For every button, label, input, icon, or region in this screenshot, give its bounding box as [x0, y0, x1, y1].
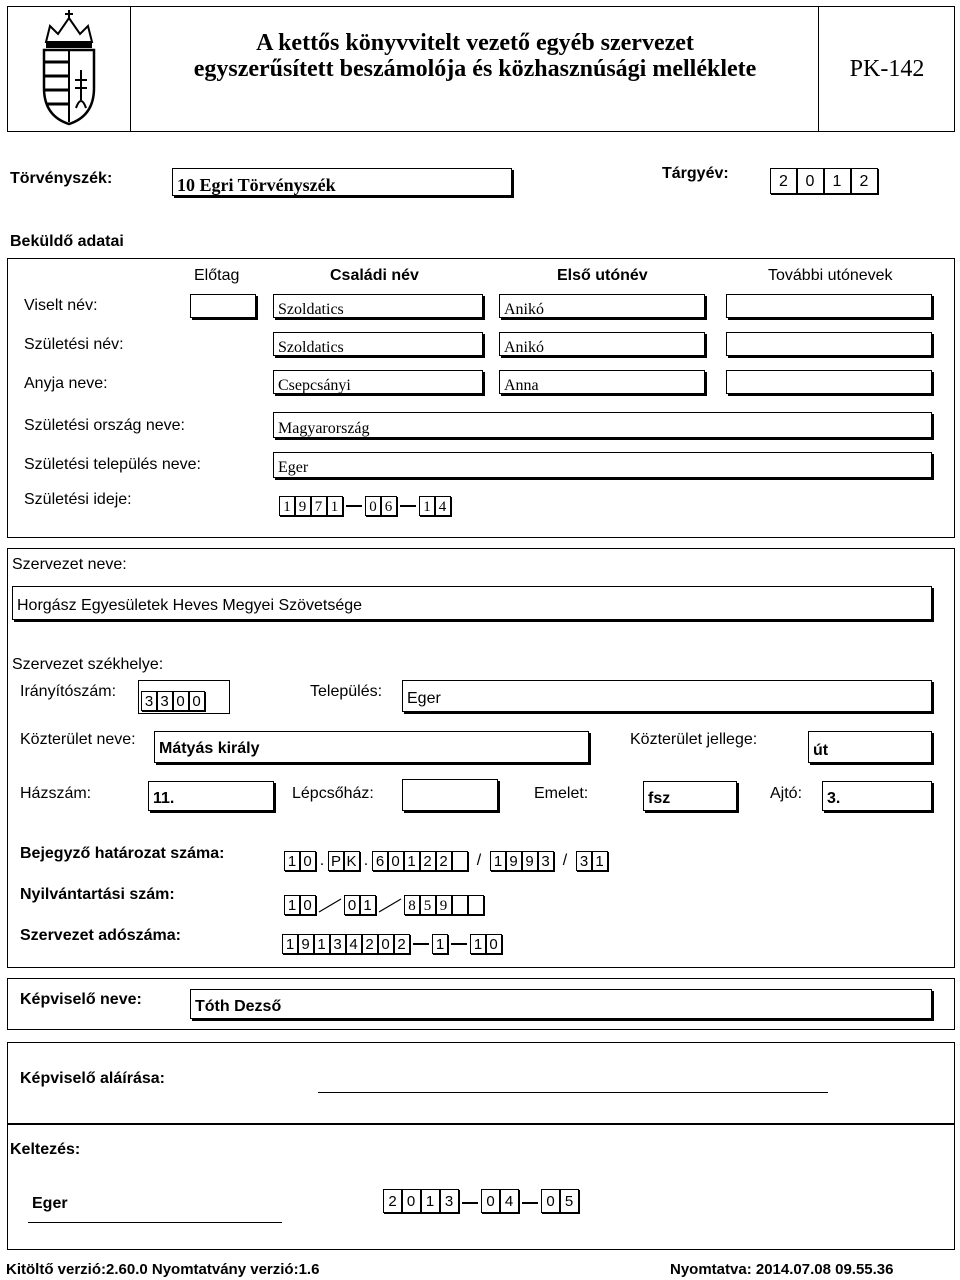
digit-cell[interactable]: 8	[404, 895, 420, 915]
dot-separator: .	[363, 852, 369, 869]
org-seat-label: Szervezet székhelye:	[12, 656, 164, 673]
digit-cell[interactable]: 1	[419, 496, 435, 516]
registration-decision-boxes[interactable]	[284, 849, 608, 871]
digit-cell[interactable]: 2	[362, 934, 378, 954]
digit-cell[interactable]: 0	[378, 934, 394, 954]
digit-cell[interactable]: 2	[851, 168, 878, 194]
house-number-field[interactable]: 11.	[148, 781, 274, 811]
dash-separator	[343, 496, 365, 516]
signature-line[interactable]	[318, 1092, 828, 1093]
digit-cell[interactable]	[452, 895, 468, 915]
dash-separator	[397, 496, 419, 516]
signature-label: Képviselő aláírása:	[20, 1070, 165, 1087]
mother-name-label: Anyja neve:	[24, 375, 108, 392]
birth-country-label: Születési ország neve:	[24, 417, 185, 434]
year-boxes[interactable]	[770, 168, 878, 194]
digit-cell[interactable]: 0	[797, 168, 824, 194]
mother-other-field[interactable]	[726, 370, 932, 394]
floor-field[interactable]: fsz	[643, 781, 737, 811]
digit-cell[interactable]: 1	[490, 851, 506, 871]
col-other-names: További utónevek	[768, 267, 893, 284]
zip-label: Irányítószám:	[20, 683, 117, 700]
digit-cell[interactable]: 1	[404, 851, 420, 871]
digit-cell[interactable]: 0	[344, 895, 360, 915]
mother-family-field[interactable]: Csepcsányi	[273, 370, 483, 394]
birth-other-field[interactable]	[726, 332, 932, 356]
year-label: Tárgyév:	[662, 165, 729, 182]
digit-cell[interactable]: 1	[824, 168, 851, 194]
form-code: PK-142	[849, 56, 925, 82]
birth-name-label: Születési név:	[24, 336, 124, 353]
digit-cell[interactable]: 6	[372, 851, 388, 871]
digit-cell[interactable]: 3	[141, 691, 157, 711]
birth-first-field[interactable]: Anikó	[499, 332, 705, 356]
stairway-label: Lépcsőház:	[292, 785, 374, 802]
col-first-name: Első utónév	[557, 267, 648, 284]
footer-printed: Nyomtatva: 2014.07.08 09.55.36	[670, 1261, 894, 1278]
digit-cell[interactable]: 2	[394, 934, 410, 954]
registration-number-label: Nyilvántartási szám:	[20, 886, 175, 903]
diagonal-separator	[316, 895, 344, 915]
birth-city-label: Születési település neve:	[24, 456, 201, 473]
digit-cell[interactable]: 9	[298, 934, 314, 954]
digit-cell[interactable]: 2	[436, 851, 452, 871]
diagonal-separator	[376, 895, 404, 915]
org-name-label: Szervezet neve:	[12, 556, 127, 573]
digit-cell[interactable]: 2	[383, 1189, 402, 1213]
court-label: Törvényszék:	[10, 170, 113, 187]
birth-city-field[interactable]: Eger	[273, 452, 932, 478]
digit-cell[interactable]: 7	[311, 496, 327, 516]
header-divider	[130, 6, 131, 132]
door-field[interactable]: 3.	[822, 781, 932, 811]
birth-date-boxes[interactable]	[279, 494, 451, 516]
court-field[interactable]: 10 Egri Törvényszék	[172, 168, 512, 196]
birth-date-label: Születési ideje:	[24, 491, 132, 508]
coat-of-arms-logo	[24, 8, 114, 128]
digit-cell[interactable]: 0	[300, 851, 316, 871]
digit-cell[interactable]: 0	[189, 691, 205, 711]
digit-cell[interactable]: P	[328, 851, 344, 871]
digit-cell[interactable]: 6	[381, 496, 397, 516]
digit-cell[interactable]: 1	[432, 934, 448, 954]
stairway-field[interactable]	[402, 779, 498, 811]
digit-cell[interactable]: 9	[295, 496, 311, 516]
current-first-field[interactable]: Anikó	[499, 294, 705, 318]
mother-first-field[interactable]: Anna	[499, 370, 705, 394]
street-type-label: Közterület jellege:	[630, 731, 758, 748]
digit-cell[interactable]: 3	[538, 851, 554, 871]
org-name-field[interactable]: Horgász Egyesületek Heves Megyei Szövetsége	[12, 586, 932, 620]
digit-cell[interactable]: 4	[500, 1189, 519, 1213]
current-family-field[interactable]: Szoldatics	[273, 294, 483, 318]
registration-number-boxes[interactable]	[284, 893, 484, 915]
slash-separator: /	[476, 852, 482, 869]
digit-cell[interactable]: 0	[365, 496, 381, 516]
current-prefix-field[interactable]	[190, 294, 256, 318]
dash-separator	[410, 934, 432, 954]
digit-cell[interactable]: 1	[282, 934, 298, 954]
page-title-line2: egyszerűsített beszámolója és közhasznúsági melléklete	[193, 56, 757, 82]
digit-cell[interactable]: 1	[284, 851, 300, 871]
birth-country-field[interactable]: Magyarország	[273, 412, 932, 438]
digit-cell[interactable]: 1	[421, 1189, 440, 1213]
current-name-label: Viselt név:	[24, 297, 98, 314]
dated-panel	[7, 1124, 955, 1250]
digit-cell[interactable]: 1	[327, 496, 343, 516]
slash-separator: /	[562, 852, 568, 869]
digit-cell[interactable]: 1	[470, 934, 486, 954]
tax-number-label: Szervezet adószáma:	[20, 927, 181, 944]
digit-cell[interactable]: 0	[486, 934, 502, 954]
floor-label: Emelet:	[534, 785, 589, 802]
digit-cell[interactable]	[468, 895, 484, 915]
digit-cell[interactable]: 3	[157, 691, 173, 711]
digit-cell[interactable]: 0	[481, 1189, 500, 1213]
door-label: Ajtó:	[770, 785, 803, 802]
digit-cell[interactable]: 1	[360, 895, 376, 915]
street-field[interactable]: Mátyás király	[154, 731, 589, 763]
dated-place-line	[28, 1222, 282, 1223]
tax-number-boxes[interactable]	[282, 932, 502, 954]
digit-cell[interactable]: 4	[435, 496, 451, 516]
current-other-field[interactable]	[726, 294, 932, 318]
digit-cell[interactable]: 1	[279, 496, 295, 516]
digit-cell[interactable]: 1	[284, 895, 300, 915]
digit-cell[interactable]: 0	[388, 851, 404, 871]
digit-cell[interactable]: 3	[576, 851, 592, 871]
digit-cell[interactable]	[452, 851, 468, 871]
digit-cell[interactable]: 3	[440, 1189, 459, 1213]
street-label: Közterület neve:	[20, 731, 136, 748]
col-family-name: Családi név	[330, 267, 419, 284]
city-field[interactable]: Eger	[402, 680, 932, 712]
digit-cell[interactable]: 3	[330, 934, 346, 954]
zip-frame	[138, 680, 230, 714]
dated-place[interactable]: Eger	[32, 1195, 68, 1212]
representative-name-label: Képviselő neve:	[20, 991, 142, 1008]
house-number-label: Házszám:	[20, 785, 92, 802]
digit-cell[interactable]: 9	[506, 851, 522, 871]
dash-separator	[519, 1193, 541, 1213]
digit-cell[interactable]: 9	[436, 895, 452, 915]
dated-label: Keltezés:	[10, 1141, 81, 1158]
digit-cell[interactable]: 0	[402, 1189, 421, 1213]
page-title-line1: A kettős könyvvitelt vezető egyéb szervezet	[256, 30, 694, 56]
representative-name-field[interactable]: Tóth Dezső	[190, 989, 932, 1019]
digit-cell[interactable]: 2	[770, 168, 797, 194]
dated-date-boxes[interactable]	[383, 1191, 579, 1213]
digit-cell[interactable]: 9	[522, 851, 538, 871]
digit-cell[interactable]: 1	[314, 934, 330, 954]
street-type-field[interactable]: út	[808, 731, 932, 763]
digit-cell[interactable]: 0	[300, 895, 316, 915]
digit-cell[interactable]: 0	[541, 1189, 560, 1213]
digit-cell[interactable]: 0	[173, 691, 189, 711]
digit-cell[interactable]: K	[344, 851, 360, 871]
digit-cell[interactable]: 2	[420, 851, 436, 871]
city-label: Település:	[310, 683, 383, 700]
sender-section-title: Beküldő adatai	[10, 233, 124, 250]
digit-cell[interactable]: 4	[346, 934, 362, 954]
dot-separator: .	[319, 852, 325, 869]
dash-separator	[459, 1193, 481, 1213]
digit-cell[interactable]: 1	[592, 851, 608, 871]
col-prefix: Előtag	[194, 267, 240, 284]
footer-version: Kitöltő verzió:2.60.0 Nyomtatvány verzió:1.6	[6, 1261, 320, 1278]
digit-cell[interactable]: 5	[420, 895, 436, 915]
registration-decision-label: Bejegyző határozat száma:	[20, 845, 225, 862]
dash-separator	[448, 934, 470, 954]
header-divider-right	[818, 6, 819, 132]
digit-cell[interactable]: 5	[560, 1189, 579, 1213]
birth-family-field[interactable]: Szoldatics	[273, 332, 483, 356]
